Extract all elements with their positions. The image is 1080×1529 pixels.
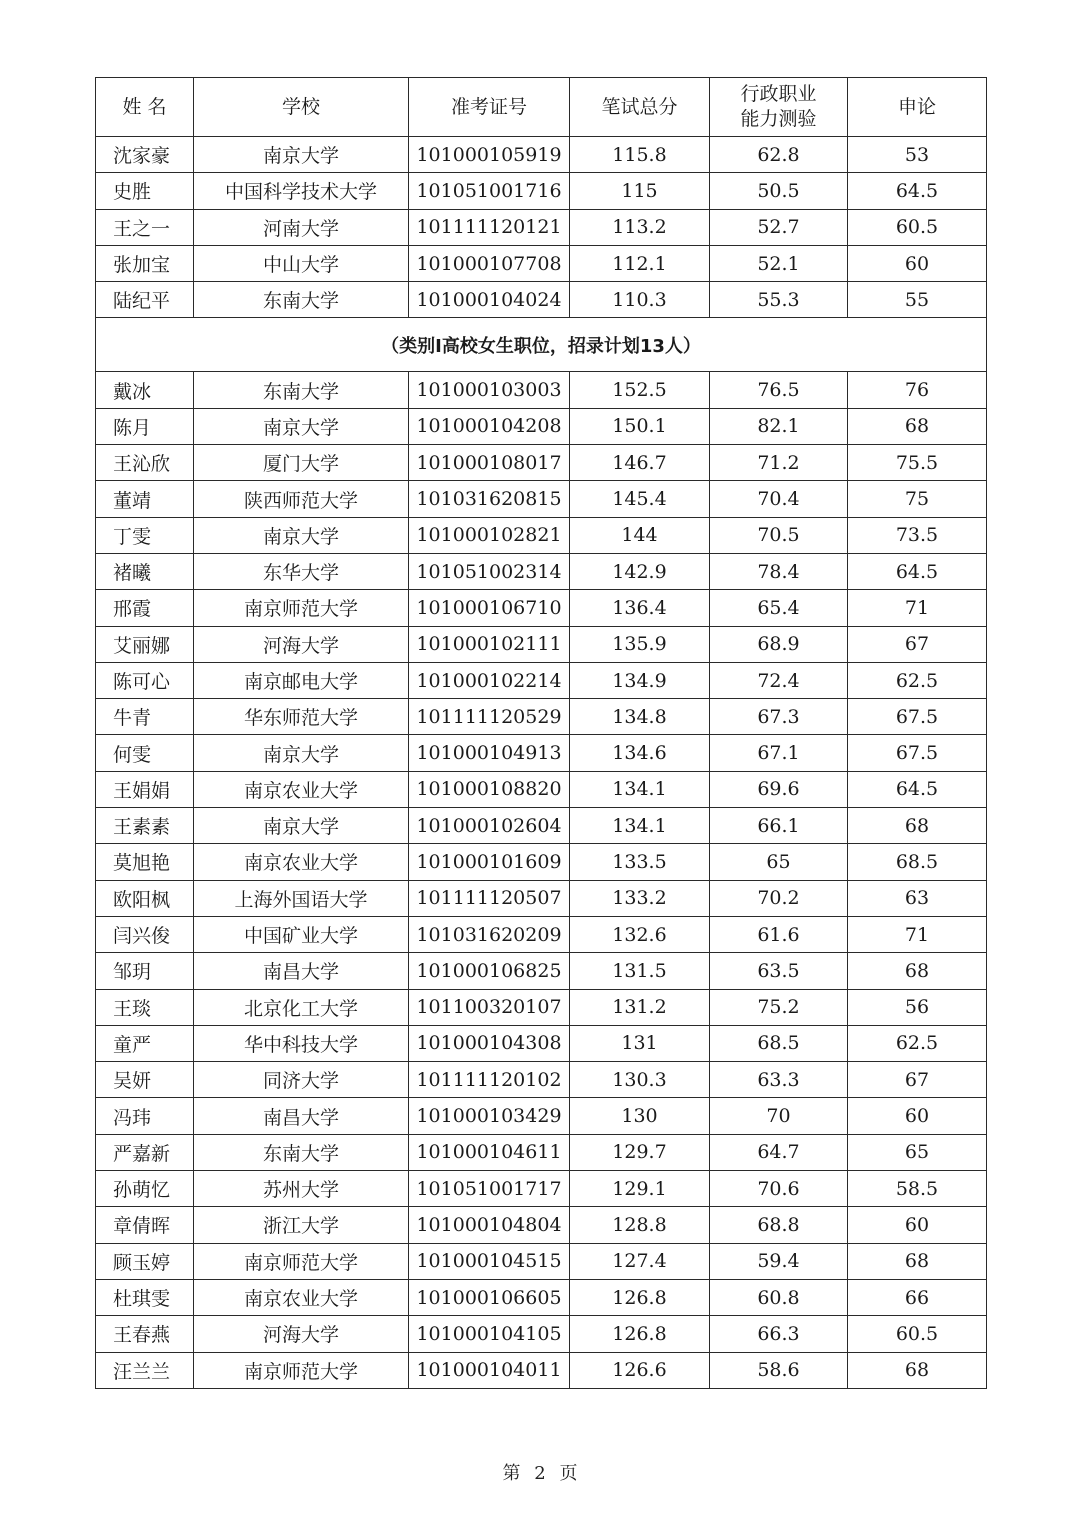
cell-ticket: 101100320107 <box>409 989 570 1025</box>
cell-shenlun: 62.5 <box>848 662 987 698</box>
cell-total: 110.3 <box>570 282 710 318</box>
table-row <box>96 517 987 553</box>
cell-school: 南京师范大学 <box>194 590 409 626</box>
header-ticket: 准考证号 <box>409 78 570 137</box>
table-row <box>96 1134 987 1170</box>
cell-name: 欧阳枫 <box>96 880 194 916</box>
cell-total: 145.4 <box>570 481 710 517</box>
cell-shenlun: 58.5 <box>848 1171 987 1207</box>
cell-name: 陆纪平 <box>96 282 194 318</box>
cell-school: 浙江大学 <box>194 1207 409 1243</box>
table-row <box>96 1243 987 1279</box>
cell-total: 136.4 <box>570 590 710 626</box>
table-row <box>96 1171 987 1207</box>
cell-school: 中国科学技术大学 <box>194 173 409 209</box>
cell-school: 南昌大学 <box>194 1098 409 1134</box>
cell-school: 南京师范大学 <box>194 1243 409 1279</box>
cell-name: 何雯 <box>96 735 194 771</box>
cell-name: 戴冰 <box>96 372 194 408</box>
cell-shenlun: 75.5 <box>848 445 987 481</box>
cell-name: 闫兴俊 <box>96 916 194 952</box>
cell-school: 同济大学 <box>194 1062 409 1098</box>
cell-shenlun: 75 <box>848 481 987 517</box>
cell-name: 杜琪雯 <box>96 1279 194 1315</box>
cell-shenlun: 60 <box>848 245 987 281</box>
cell-name: 童严 <box>96 1025 194 1061</box>
table-row <box>96 173 987 209</box>
cell-xingce: 67.1 <box>710 735 848 771</box>
cell-ticket: 101000104011 <box>409 1352 570 1388</box>
cell-xingce: 62.8 <box>710 137 848 173</box>
cell-ticket: 101000101609 <box>409 844 570 880</box>
table-row <box>96 989 987 1025</box>
cell-shenlun: 53 <box>848 137 987 173</box>
cell-shenlun: 66 <box>848 1279 987 1315</box>
cell-name: 陈可心 <box>96 662 194 698</box>
cell-shenlun: 68 <box>848 808 987 844</box>
cell-name: 董靖 <box>96 481 194 517</box>
cell-xingce: 70.2 <box>710 880 848 916</box>
cell-ticket: 101000103003 <box>409 372 570 408</box>
cell-xingce: 70 <box>710 1098 848 1134</box>
cell-total: 128.8 <box>570 1207 710 1243</box>
cell-shenlun: 68 <box>848 1352 987 1388</box>
cell-xingce: 72.4 <box>710 662 848 698</box>
cell-total: 146.7 <box>570 445 710 481</box>
cell-xingce: 66.1 <box>710 808 848 844</box>
cell-name: 严嘉新 <box>96 1134 194 1170</box>
cell-ticket: 101000102111 <box>409 626 570 662</box>
cell-xingce: 65.4 <box>710 590 848 626</box>
cell-school: 东华大学 <box>194 553 409 589</box>
cell-school: 苏州大学 <box>194 1171 409 1207</box>
cell-shenlun: 64.5 <box>848 553 987 589</box>
cell-total: 142.9 <box>570 553 710 589</box>
cell-name: 艾丽娜 <box>96 626 194 662</box>
cell-xingce: 64.7 <box>710 1134 848 1170</box>
table-row <box>96 1025 987 1061</box>
cell-ticket: 101000108017 <box>409 445 570 481</box>
cell-total: 133.5 <box>570 844 710 880</box>
cell-shenlun: 68 <box>848 1243 987 1279</box>
cell-name: 陈月 <box>96 408 194 444</box>
table-row <box>96 553 987 589</box>
cell-shenlun: 64.5 <box>848 771 987 807</box>
cell-shenlun: 73.5 <box>848 517 987 553</box>
cell-ticket: 101000103429 <box>409 1098 570 1134</box>
table-row <box>96 445 987 481</box>
cell-school: 东南大学 <box>194 1134 409 1170</box>
table-row <box>96 1098 987 1134</box>
cell-shenlun: 56 <box>848 989 987 1025</box>
cell-school: 南京大学 <box>194 808 409 844</box>
cell-ticket: 101000104024 <box>409 282 570 318</box>
cell-xingce: 82.1 <box>710 408 848 444</box>
cell-name: 顾玉婷 <box>96 1243 194 1279</box>
cell-school: 河南大学 <box>194 209 409 245</box>
cell-total: 112.1 <box>570 245 710 281</box>
cell-ticket: 101000106605 <box>409 1279 570 1315</box>
header-xingce <box>710 78 848 137</box>
cell-shenlun: 67 <box>848 626 987 662</box>
cell-xingce: 63.5 <box>710 953 848 989</box>
cell-ticket: 101000104208 <box>409 408 570 444</box>
cell-shenlun: 71 <box>848 916 987 952</box>
cell-total: 115.8 <box>570 137 710 173</box>
cell-total: 131.2 <box>570 989 710 1025</box>
cell-xingce: 66.3 <box>710 1316 848 1352</box>
cell-total: 144 <box>570 517 710 553</box>
cell-xingce: 69.6 <box>710 771 848 807</box>
cell-xingce: 70.4 <box>710 481 848 517</box>
cell-xingce: 68.5 <box>710 1025 848 1061</box>
cell-total: 113.2 <box>570 209 710 245</box>
cell-school: 南京师范大学 <box>194 1352 409 1388</box>
cell-school: 中国矿业大学 <box>194 916 409 952</box>
table-row <box>96 209 987 245</box>
cell-total: 152.5 <box>570 372 710 408</box>
cell-xingce: 68.9 <box>710 626 848 662</box>
cell-xingce: 59.4 <box>710 1243 848 1279</box>
table-row <box>96 1062 987 1098</box>
cell-xingce: 75.2 <box>710 989 848 1025</box>
page-number-footer <box>0 1459 1080 1485</box>
cell-school: 南京大学 <box>194 137 409 173</box>
cell-total: 129.1 <box>570 1171 710 1207</box>
cell-school: 河海大学 <box>194 1316 409 1352</box>
cell-xingce: 52.1 <box>710 245 848 281</box>
cell-name: 牛青 <box>96 699 194 735</box>
cell-ticket: 101111120529 <box>409 699 570 735</box>
cell-ticket: 101000104611 <box>409 1134 570 1170</box>
header-total: 笔试总分 <box>570 78 710 137</box>
footer-suffix: 页 <box>559 1463 578 1484</box>
cell-school: 北京化工大学 <box>194 989 409 1025</box>
cell-name: 吴妍 <box>96 1062 194 1098</box>
cell-xingce: 67.3 <box>710 699 848 735</box>
cell-school: 南京大学 <box>194 517 409 553</box>
cell-name: 王素素 <box>96 808 194 844</box>
cell-school: 南昌大学 <box>194 953 409 989</box>
table-header-row <box>96 78 987 137</box>
cell-name: 史胜 <box>96 173 194 209</box>
cell-xingce: 70.6 <box>710 1171 848 1207</box>
cell-total: 134.8 <box>570 699 710 735</box>
cell-name: 孙萌忆 <box>96 1171 194 1207</box>
cell-total: 130 <box>570 1098 710 1134</box>
cell-name: 邢霞 <box>96 590 194 626</box>
cell-xingce: 65 <box>710 844 848 880</box>
cell-total: 132.6 <box>570 916 710 952</box>
cell-name: 王沁欣 <box>96 445 194 481</box>
table-row <box>96 953 987 989</box>
cell-name: 王之一 <box>96 209 194 245</box>
cell-shenlun: 76 <box>848 372 987 408</box>
section-title: （类别I高校女生职位，招录计划13人） <box>96 318 987 372</box>
cell-total: 135.9 <box>570 626 710 662</box>
cell-ticket: 101000104308 <box>409 1025 570 1061</box>
cell-name: 沈家豪 <box>96 137 194 173</box>
cell-ticket: 101000104515 <box>409 1243 570 1279</box>
cell-xingce: 68.8 <box>710 1207 848 1243</box>
cell-ticket: 101000102604 <box>409 808 570 844</box>
footer-page-number: 2 <box>534 1463 546 1484</box>
table-row <box>96 808 987 844</box>
cell-ticket: 101111120102 <box>409 1062 570 1098</box>
cell-ticket: 101000105919 <box>409 137 570 173</box>
cell-ticket: 101000102821 <box>409 517 570 553</box>
cell-school: 陕西师范大学 <box>194 481 409 517</box>
cell-ticket: 101000107708 <box>409 245 570 281</box>
cell-ticket: 101111120507 <box>409 880 570 916</box>
cell-shenlun: 68 <box>848 953 987 989</box>
cell-xingce: 50.5 <box>710 173 848 209</box>
cell-xingce: 71.2 <box>710 445 848 481</box>
table-row <box>96 844 987 880</box>
cell-xingce: 76.5 <box>710 372 848 408</box>
cell-total: 131 <box>570 1025 710 1061</box>
cell-xingce: 61.6 <box>710 916 848 952</box>
cell-xingce: 60.8 <box>710 1279 848 1315</box>
cell-total: 134.1 <box>570 808 710 844</box>
cell-school: 华中科技大学 <box>194 1025 409 1061</box>
cell-school: 南京大学 <box>194 408 409 444</box>
cell-name: 章倩晖 <box>96 1207 194 1243</box>
cell-ticket: 101000104913 <box>409 735 570 771</box>
cell-name: 王春燕 <box>96 1316 194 1352</box>
table-row <box>96 372 987 408</box>
cell-shenlun: 62.5 <box>848 1025 987 1061</box>
cell-shenlun: 67.5 <box>848 735 987 771</box>
cell-total: 134.9 <box>570 662 710 698</box>
cell-school: 南京农业大学 <box>194 1279 409 1315</box>
cell-shenlun: 60.5 <box>848 209 987 245</box>
table-row <box>96 735 987 771</box>
cell-school: 南京大学 <box>194 735 409 771</box>
cell-name: 王琰 <box>96 989 194 1025</box>
cell-shenlun: 67.5 <box>848 699 987 735</box>
header-school: 学校 <box>194 78 409 137</box>
header-shenlun: 申论 <box>848 78 987 137</box>
cell-shenlun: 60.5 <box>848 1316 987 1352</box>
cell-ticket: 101000104804 <box>409 1207 570 1243</box>
cell-shenlun: 65 <box>848 1134 987 1170</box>
table-row <box>96 1316 987 1352</box>
cell-school: 华东师范大学 <box>194 699 409 735</box>
cell-shenlun: 63 <box>848 880 987 916</box>
table-row <box>96 662 987 698</box>
cell-xingce: 52.7 <box>710 209 848 245</box>
cell-name: 张加宝 <box>96 245 194 281</box>
table-row <box>96 1279 987 1315</box>
cell-total: 115 <box>570 173 710 209</box>
header-xingce-line2: 能力测验 <box>740 108 817 130</box>
cell-shenlun: 71 <box>848 590 987 626</box>
cell-name: 莫旭艳 <box>96 844 194 880</box>
cell-shenlun: 68.5 <box>848 844 987 880</box>
cell-school: 东南大学 <box>194 372 409 408</box>
header-name: 姓 名 <box>96 78 194 137</box>
cell-total: 134.6 <box>570 735 710 771</box>
cell-school: 厦门大学 <box>194 445 409 481</box>
cell-school: 南京农业大学 <box>194 771 409 807</box>
cell-school: 南京邮电大学 <box>194 662 409 698</box>
table-row <box>96 771 987 807</box>
cell-shenlun: 60 <box>848 1207 987 1243</box>
header-xingce-line1: 行政职业 <box>740 83 817 105</box>
cell-shenlun: 64.5 <box>848 173 987 209</box>
cell-school: 南京农业大学 <box>194 844 409 880</box>
cell-xingce: 63.3 <box>710 1062 848 1098</box>
cell-ticket: 101111120121 <box>409 209 570 245</box>
cell-ticket: 101000108820 <box>409 771 570 807</box>
cell-school: 上海外国语大学 <box>194 880 409 916</box>
cell-ticket: 101031620815 <box>409 481 570 517</box>
cell-ticket: 101000106710 <box>409 590 570 626</box>
table-row <box>96 880 987 916</box>
table-row <box>96 408 987 444</box>
cell-shenlun: 55 <box>848 282 987 318</box>
cell-ticket: 101000106825 <box>409 953 570 989</box>
cell-total: 131.5 <box>570 953 710 989</box>
table-row <box>96 1352 987 1388</box>
footer-prefix: 第 <box>502 1463 521 1484</box>
cell-xingce: 78.4 <box>710 553 848 589</box>
table-row <box>96 282 987 318</box>
cell-ticket: 101000102214 <box>409 662 570 698</box>
cell-school: 河海大学 <box>194 626 409 662</box>
cell-ticket: 101051001717 <box>409 1171 570 1207</box>
table-row <box>96 699 987 735</box>
cell-shenlun: 60 <box>848 1098 987 1134</box>
cell-total: 133.2 <box>570 880 710 916</box>
cell-ticket: 101031620209 <box>409 916 570 952</box>
cell-shenlun: 68 <box>848 408 987 444</box>
table-row <box>96 481 987 517</box>
cell-total: 127.4 <box>570 1243 710 1279</box>
cell-name: 冯玮 <box>96 1098 194 1134</box>
cell-shenlun: 67 <box>848 1062 987 1098</box>
table-body <box>96 137 987 1389</box>
cell-xingce: 70.5 <box>710 517 848 553</box>
cell-name: 邹玥 <box>96 953 194 989</box>
table-row <box>96 626 987 662</box>
cell-total: 129.7 <box>570 1134 710 1170</box>
score-table <box>95 77 987 1389</box>
cell-school: 中山大学 <box>194 245 409 281</box>
cell-total: 126.8 <box>570 1316 710 1352</box>
section-row <box>96 318 987 372</box>
table-row <box>96 590 987 626</box>
cell-ticket: 101051001716 <box>409 173 570 209</box>
cell-name: 汪兰兰 <box>96 1352 194 1388</box>
cell-name: 王娟娟 <box>96 771 194 807</box>
cell-total: 150.1 <box>570 408 710 444</box>
cell-xingce: 58.6 <box>710 1352 848 1388</box>
table-row <box>96 1207 987 1243</box>
table-row <box>96 245 987 281</box>
table-row <box>96 137 987 173</box>
cell-ticket: 101000104105 <box>409 1316 570 1352</box>
cell-xingce: 55.3 <box>710 282 848 318</box>
cell-total: 130.3 <box>570 1062 710 1098</box>
cell-name: 丁雯 <box>96 517 194 553</box>
cell-total: 134.1 <box>570 771 710 807</box>
cell-total: 126.8 <box>570 1279 710 1315</box>
cell-ticket: 101051002314 <box>409 553 570 589</box>
cell-school: 东南大学 <box>194 282 409 318</box>
cell-name: 褚曦 <box>96 553 194 589</box>
cell-total: 126.6 <box>570 1352 710 1388</box>
table-row <box>96 916 987 952</box>
